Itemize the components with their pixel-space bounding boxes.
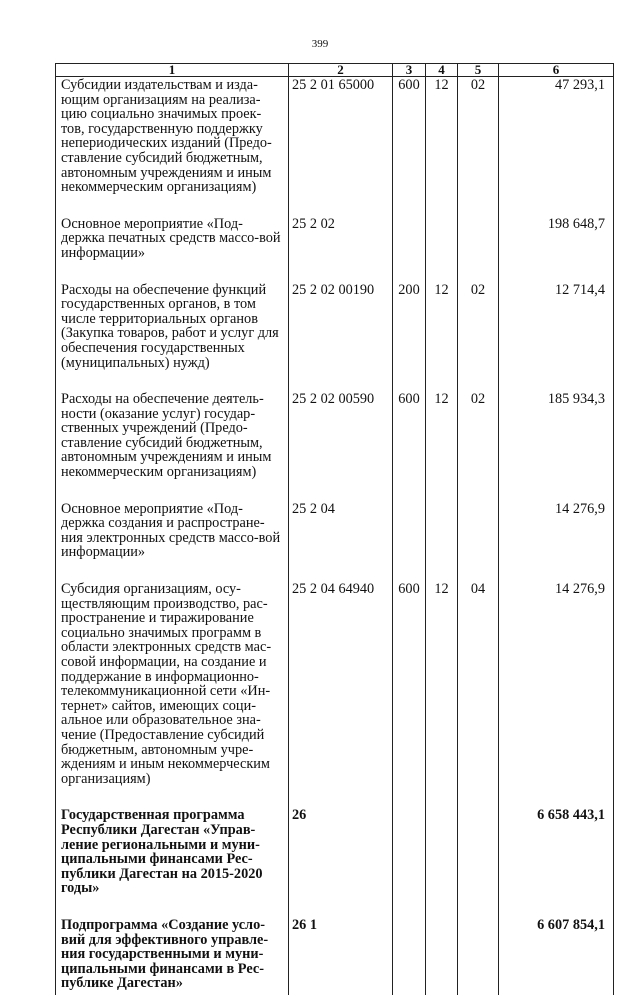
- table-header: [56, 64, 614, 77]
- column-header-4: 4: [426, 64, 458, 77]
- cell-expense-type: [393, 501, 426, 581]
- cell-subsection: 04: [458, 581, 499, 807]
- table-row: [56, 77, 614, 216]
- cell-section: [426, 216, 458, 282]
- cell-target-code: 25 2 01 65000: [289, 77, 393, 216]
- cell-name: Подпрограмма «Создание усло-вий для эффективного управле-ния государственными и муни-ципальными финансами в Рес-публике Дагестан»: [56, 917, 289, 995]
- cell-target-code: 25 2 02 00190: [289, 282, 393, 392]
- cell-target-code: 26 1: [289, 917, 393, 995]
- cell-subsection: [458, 917, 499, 995]
- cell-expense-type: [393, 807, 426, 917]
- cell-name: Расходы на обеспечение функций государственных органов, в том числе территориальных органов (Закупка товаров, работ и услуг для обеспечения государственных (муниципальных) нужд): [56, 282, 289, 392]
- cell-expense-type: 600: [393, 77, 426, 216]
- cell-subsection: 02: [458, 77, 499, 216]
- cell-subsection: 02: [458, 282, 499, 392]
- cell-subsection: [458, 216, 499, 282]
- cell-section: 12: [426, 77, 458, 216]
- cell-subsection: 02: [458, 391, 499, 501]
- cell-name: Основное мероприятие «Под-держка создания и распростране-ния электронных средств массо-вой информации»: [56, 501, 289, 581]
- table-row: [56, 216, 614, 282]
- cell-amount: 198 648,7: [499, 216, 614, 282]
- cell-section: 12: [426, 282, 458, 392]
- column-header-1: 1: [56, 64, 289, 77]
- cell-name: Государственная программа Республики Дагестан «Управ-ление региональными и муни-ципальными финансами Рес-публики Дагестан на 2015-2020 годы»: [56, 807, 289, 917]
- cell-section: 12: [426, 581, 458, 807]
- cell-amount: 12 714,4: [499, 282, 614, 392]
- cell-target-code: 26: [289, 807, 393, 917]
- cell-expense-type: 600: [393, 581, 426, 807]
- column-header-6: 6: [499, 64, 614, 77]
- cell-name: Субсидии издательствам и изда-ющим организациям на реализа-цию социально значимых проек-тов, государственную поддержку непериодических изданий (Предо-ставление субсидий бюджетным, автономным учреждениям и иным некоммерческим организациям): [56, 77, 289, 216]
- column-header-5: 5: [458, 64, 499, 77]
- page-number: 399: [311, 38, 329, 50]
- table-body: [56, 77, 614, 995]
- cell-name: Расходы на обеспечение деятель-ности (оказание услуг) государ-ственных учреждений (Предо-ставление субсидий бюджетным, автономным учреждениям и иным некоммерческим организациям): [56, 391, 289, 501]
- cell-name: Основное мероприятие «Под-держка печатных средств массо-вой информации»: [56, 216, 289, 282]
- cell-expense-type: [393, 917, 426, 995]
- cell-section: 12: [426, 391, 458, 501]
- cell-target-code: 25 2 04 64940: [289, 581, 393, 807]
- cell-subsection: [458, 807, 499, 917]
- budget-table-container: [55, 63, 613, 995]
- cell-section: [426, 807, 458, 917]
- cell-name: Субсидия организациям, осу-ществляющим производство, рас-пространение и тиражирование социально значимых программ в области электронных средств мас-совой информации, на создание и поддержание в информационно-телекоммуникационной сети «Ин-тернет» сайтов, имеющих соци-альное или образовательное зна-чение (Предоставление субсидий бюджетным, автономным учре-ждениям и иным некоммерческим организациям): [56, 581, 289, 807]
- cell-section: [426, 501, 458, 581]
- cell-amount: 6 607 854,1: [499, 917, 614, 995]
- header-row: [56, 64, 614, 77]
- column-header-2: 2: [289, 64, 393, 77]
- cell-amount: 6 658 443,1: [499, 807, 614, 917]
- cell-subsection: [458, 501, 499, 581]
- cell-amount: 47 293,1: [499, 77, 614, 216]
- cell-section: [426, 917, 458, 995]
- cell-expense-type: [393, 216, 426, 282]
- table-row: [56, 807, 614, 917]
- cell-expense-type: 200: [393, 282, 426, 392]
- column-header-3: 3: [393, 64, 426, 77]
- cell-amount: 14 276,9: [499, 501, 614, 581]
- table-row: [56, 391, 614, 501]
- table-row: [56, 282, 614, 392]
- table-row: [56, 501, 614, 581]
- table-row: [56, 581, 614, 807]
- cell-target-code: 25 2 04: [289, 501, 393, 581]
- budget-table: [55, 63, 614, 995]
- cell-amount: 185 934,3: [499, 391, 614, 501]
- cell-expense-type: 600: [393, 391, 426, 501]
- cell-target-code: 25 2 02: [289, 216, 393, 282]
- table-row: [56, 917, 614, 995]
- cell-amount: 14 276,9: [499, 581, 614, 807]
- cell-target-code: 25 2 02 00590: [289, 391, 393, 501]
